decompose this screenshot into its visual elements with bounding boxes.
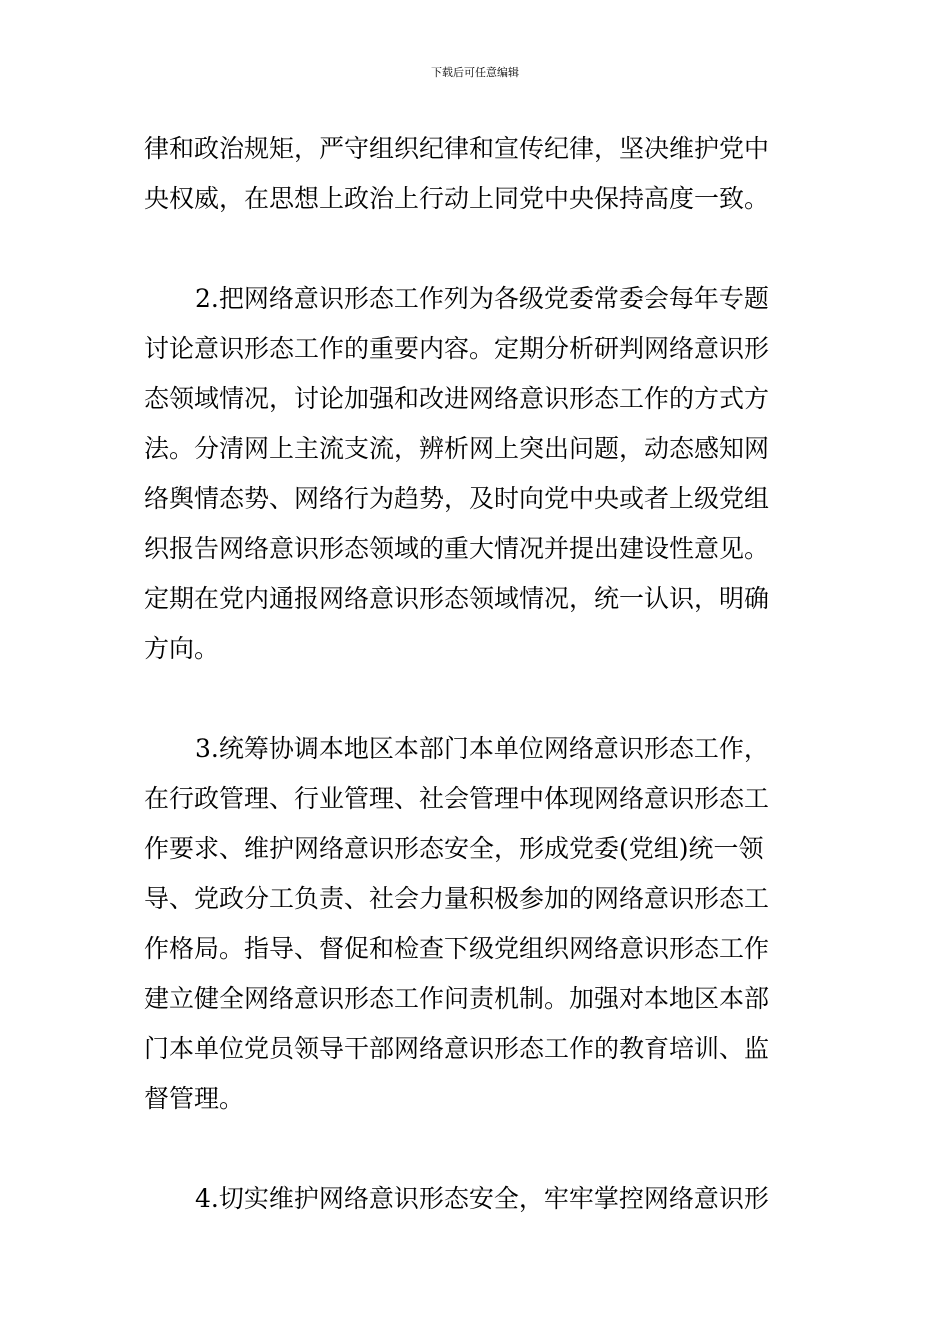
- paragraph-3-line-7: 门本单位党员领导干部网络意识形态工作的教育培训、监: [144, 1034, 770, 1063]
- paragraph-2-line-5: 络舆情态势、网络行为趋势，及时向党中央或者上级党组: [144, 484, 770, 513]
- paragraph-2-line-2: 讨论意识形态工作的重要内容。定期分析研判网络意识形: [144, 334, 770, 363]
- page-header: 下载后可任意编辑: [431, 66, 519, 79]
- paragraph-1-line-2: 央权威，在思想上政治上行动上同党中央保持高度一致。: [144, 184, 770, 213]
- paragraph-1-line-1: 律和政治规矩，严守组织纪律和宣传纪律，坚决维护党中: [144, 134, 770, 163]
- paragraph-3-line-1: 3.统筹协调本地区本部门本单位网络意识形态工作，: [195, 734, 769, 763]
- paragraph-3-line-3: 作要求、维护网络意识形态安全，形成党委(党组)统一领: [144, 834, 764, 863]
- paragraph-2-line-1: 2.把网络意识形态工作列为各级党委常委会每年专题: [195, 284, 769, 313]
- paragraph-2-line-4: 法。分清网上主流支流，辨析网上突出问题，动态感知网: [144, 434, 770, 463]
- paragraph-2-line-8: 方向。: [144, 634, 220, 663]
- paragraph-3-line-2: 在行政管理、行业管理、社会管理中体现网络意识形态工: [144, 784, 770, 813]
- paragraph-3-line-8: 督管理。: [144, 1084, 245, 1113]
- paragraph-4-line-1: 4.切实维护网络意识形态安全，牢牢掌控网络意识形: [195, 1184, 769, 1213]
- paragraph-2-line-7: 定期在党内通报网络意识形态领域情况，统一认识，明确: [144, 584, 770, 613]
- paragraph-2-line-3: 态领域情况，讨论加强和改进网络意识形态工作的方式方: [144, 384, 770, 413]
- paragraph-3-line-5: 作格局。指导、督促和检查下级党组织网络意识形态工作: [144, 934, 770, 963]
- paragraph-3-line-4: 导、党政分工负责、社会力量积极参加的网络意识形态工: [144, 884, 770, 913]
- paragraph-3-line-6: 建立健全网络意识形态工作问责机制。加强对本地区本部: [144, 984, 770, 1013]
- paragraph-2-line-6: 织报告网络意识形态领域的重大情况并提出建设性意见。: [144, 534, 770, 563]
